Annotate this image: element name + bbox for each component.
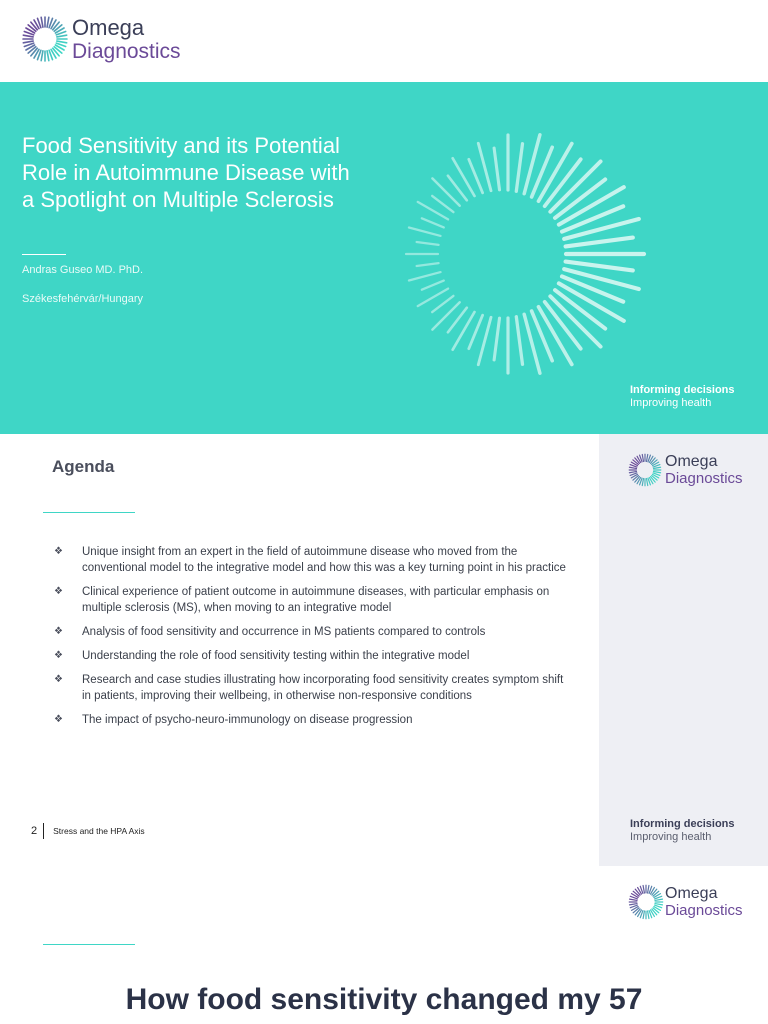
footer-divider xyxy=(43,823,44,839)
presenter-name: Andras Guseo MD. PhD. xyxy=(22,264,144,276)
burst-ray xyxy=(432,178,459,205)
slide-footer xyxy=(31,823,145,839)
burst-ray xyxy=(432,196,453,212)
burst-ray xyxy=(494,148,499,190)
page-number: 2 xyxy=(31,825,38,837)
burst-ray xyxy=(564,219,639,239)
logo-mark-icon xyxy=(20,14,70,64)
agenda-item-text: Research and case studies illustrating how incorporating food sensitivity creates symptom shift in patients, improving their wellbeing, in otherwise non-responsive conditions xyxy=(82,674,564,702)
logo-mark-icon xyxy=(627,452,663,488)
agenda-slide xyxy=(0,434,768,866)
presentation-title: Food Sensitivity and its Potential Role in Autoimmune Disease with a Spotlight on Multiple Sclerosis xyxy=(22,133,350,212)
burst-ray xyxy=(432,302,459,329)
agenda-sidebar xyxy=(599,434,768,866)
tagline-light: Improving health xyxy=(630,397,712,409)
diamond-bullet-icon: ❖ xyxy=(54,714,63,725)
burst-ray xyxy=(417,263,439,266)
agenda-item-text: Unique insight from an expert in the field of autoimmune disease who moved from the conventional model to the integrative model and how this was a key turning point in his practice xyxy=(82,546,566,574)
agenda-item xyxy=(54,672,574,704)
agenda-item xyxy=(54,648,574,664)
burst-ray xyxy=(566,238,633,247)
burst-ray xyxy=(422,218,444,227)
sidebar-logo xyxy=(627,452,743,488)
page-header xyxy=(0,0,768,82)
burst-ray xyxy=(422,281,444,290)
slide3-divider xyxy=(43,944,135,945)
tagline-strong: Informing decisions xyxy=(630,818,735,830)
agenda-item-text: Clinical experience of patient outcome in autoimmune diseases, with particular emphasis on multiple sclerosis (MS), when moving to an integrative model xyxy=(82,586,550,614)
agenda-title: Agenda xyxy=(52,457,115,476)
radial-burst-graphic-icon xyxy=(360,82,660,434)
agenda-item xyxy=(54,584,574,616)
hero-tagline xyxy=(630,384,735,409)
agenda-item-text: Analysis of food sensitivity and occurrence in MS patients compared to controls xyxy=(82,626,486,638)
title-divider xyxy=(22,254,66,255)
slide3-logo xyxy=(627,883,743,921)
burst-ray xyxy=(564,269,639,289)
agenda-item xyxy=(54,544,574,576)
logo-word-diagnostics: Diagnostics xyxy=(665,470,743,487)
logo-word-omega: Omega xyxy=(665,453,718,470)
logo-mark-icon xyxy=(627,883,665,921)
diamond-bullet-icon: ❖ xyxy=(54,626,63,637)
case-slide xyxy=(0,866,768,1024)
slide3-heading: How food sensitivity changed my 57 xyxy=(125,983,643,1016)
diamond-bullet-icon: ❖ xyxy=(54,674,63,685)
logo-word-diagnostics: Diagnostics xyxy=(665,902,743,919)
agenda-item xyxy=(54,712,574,728)
agenda-item-text: The impact of psycho-neuro-immunology on disease progression xyxy=(82,714,413,726)
burst-ray xyxy=(409,272,441,280)
agenda-item xyxy=(54,624,574,640)
tagline-strong: Informing decisions xyxy=(630,384,735,396)
diamond-bullet-icon: ❖ xyxy=(54,586,63,597)
burst-ray xyxy=(417,242,439,245)
burst-ray xyxy=(494,318,499,360)
diamond-bullet-icon: ❖ xyxy=(54,650,63,661)
presenter-location: Székesfehérvár/Hungary xyxy=(22,293,144,305)
burst-ray xyxy=(432,296,453,312)
burst-ray xyxy=(516,144,522,192)
logo-word-omega: Omega xyxy=(72,14,145,40)
burst-ray xyxy=(516,317,522,365)
logo-word-diagnostics: Diagnostics xyxy=(72,39,181,63)
omega-diagnostics-logo[interactable] xyxy=(20,14,181,64)
logo-word-omega: Omega xyxy=(665,885,718,902)
title-slide xyxy=(0,82,768,434)
burst-ray xyxy=(409,228,441,236)
agenda-item-text: Understanding the role of food sensitivity testing within the integrative model xyxy=(82,650,470,662)
footer-label: Stress and the HPA Axis xyxy=(53,826,145,836)
tagline-light: Improving health xyxy=(630,831,712,843)
burst-ray xyxy=(566,262,633,271)
diamond-bullet-icon: ❖ xyxy=(54,546,63,557)
agenda-list xyxy=(54,544,574,736)
sidebar-tagline xyxy=(630,818,735,843)
agenda-divider xyxy=(43,512,135,513)
